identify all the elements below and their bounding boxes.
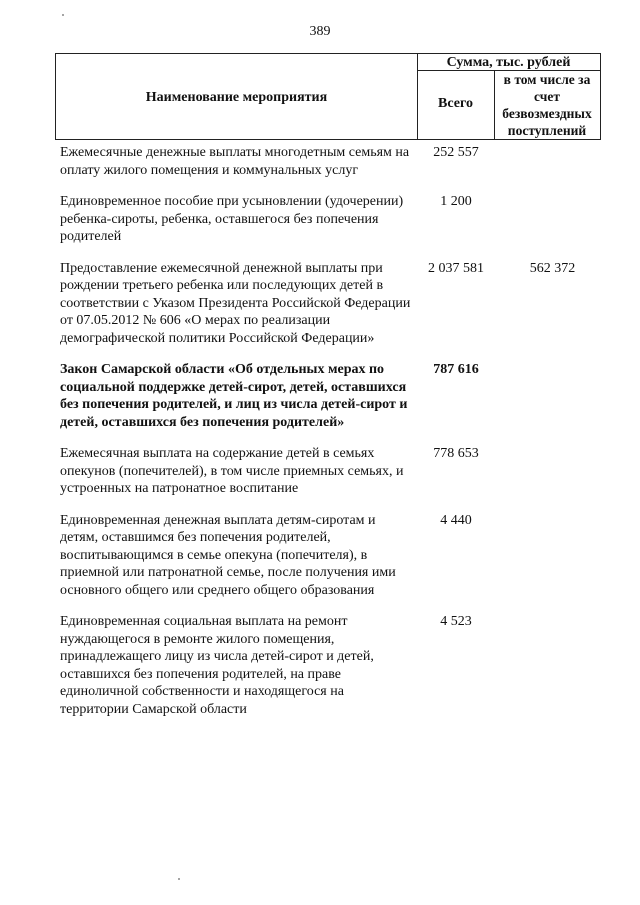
table-row [60,613,605,718]
row-name: Закон Самарской области «Об отдельных мерах по социальной поддержке детей-сирот, детей, оставшихся без попечения родителей, и лиц из числа детей-сирот и детей, оставшихся без попечения родителей» [60,362,408,430]
row-total: 4 440 [440,512,472,528]
row-total: 1 200 [440,194,472,209]
row-total: 4 523 [440,614,472,629]
row-included [500,613,605,718]
row-included [500,193,605,246]
row-name: Единовременное пособие при усыновлении (удочерении) ребенка-сироты, ребенка, оставшегося без попечения родителей [60,194,404,244]
page-number: 389 [309,24,331,39]
row-total: 2 037 581 [428,260,484,276]
scan-speck [62,14,64,16]
row-name: Единовременная денежная выплата детям-сиротам и детям, оставшимся без попечения родителей, воспитывающимся в семье опекуна (попечителя), в приемной или патронатной семье, после получения ими основного общего или среднего общего образования [60,512,396,598]
row-total: 778 653 [433,446,479,461]
row-included: 562 372 [529,260,576,276]
table-body [60,144,605,732]
header-included-column: в том числе за счет безвозмездных поступлений [502,72,592,138]
table-row [60,144,605,179]
row-name: Предоставление ежемесячной денежной выплаты при рождении третьего ребенка или последующих детей в соответствии с Указом Президента Российской Федерации от 07.05.2012 № 606 «О мерах по реализации демографической политики Российской Федерации» [60,260,411,346]
header-total-column: Всего [438,96,473,111]
table-row [60,512,605,600]
scan-speck [178,878,180,880]
row-included [500,144,605,179]
header-sum-column: Сумма, тыс. рублей [446,55,571,70]
row-name: Единовременная социальная выплата на ремонт нуждающегося в ремонте жилого помещения, принадлежащего лицу из числа детей-сирот и детей, оставшихся без попечения родителей, на праве единоличной собственности и находящегося на территории Самарской области [60,614,374,717]
table-header [55,53,601,140]
table-row [60,361,605,431]
row-included [500,445,605,498]
row-total: 787 616 [433,362,479,377]
table-row [60,193,605,246]
row-included [500,512,605,600]
row-name: Ежемесячная выплата на содержание детей в семьях опекунов (попечителей), в том числе приемных семьях, и устроенных на патронатное воспитание [60,446,404,496]
row-total: 252 557 [433,145,479,160]
row-included [500,361,605,431]
header-name-column: Наименование мероприятия [145,90,328,105]
table-row [60,445,605,498]
row-name: Ежемесячные денежные выплаты многодетным семьям на оплату жилого помещения и коммунальных услуг [60,145,410,178]
table-row [60,260,605,348]
